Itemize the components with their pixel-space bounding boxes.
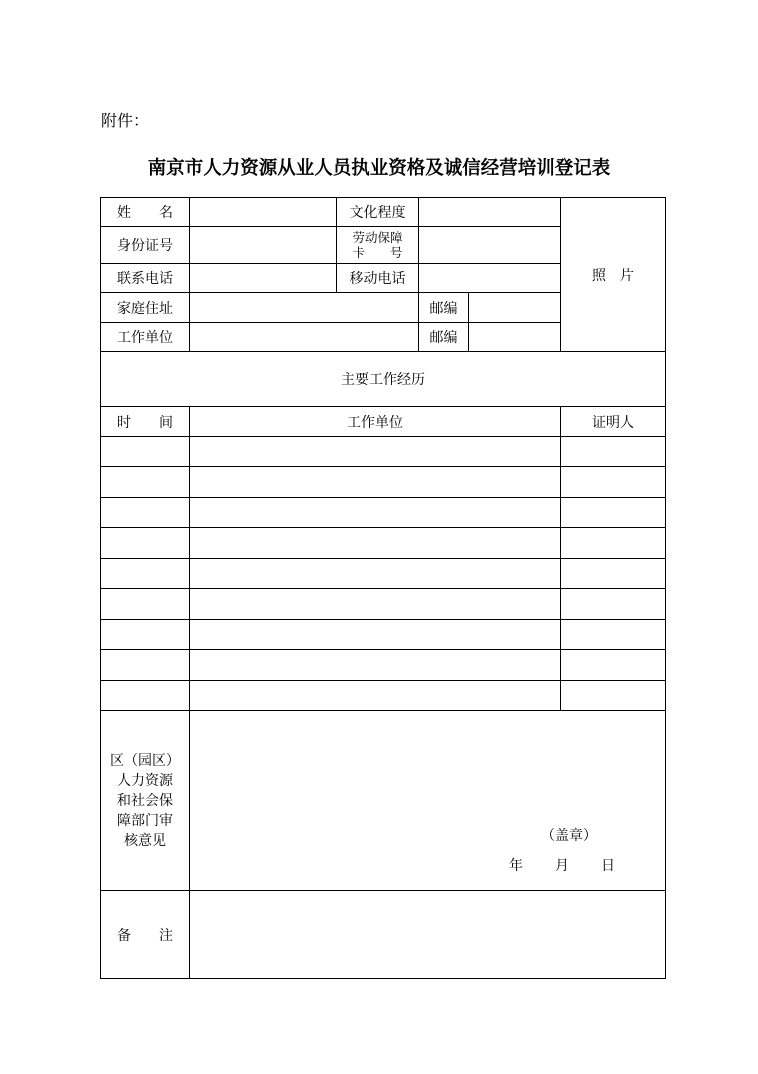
- col-unit-header: 工作单位: [347, 414, 403, 431]
- review-line3: 和社会保: [117, 793, 173, 809]
- col-line: [189, 406, 190, 710]
- experience-section-title: 主要工作经历: [341, 372, 425, 388]
- review-line5: 核意见: [124, 833, 166, 849]
- work-postcode-field[interactable]: [469, 323, 560, 351]
- education-label: 文化程度: [349, 205, 406, 221]
- postcode-label-2: 邮编: [429, 330, 458, 346]
- table-row: [100, 558, 666, 559]
- name-label: 姓 名: [117, 205, 173, 221]
- review-label: [101, 711, 189, 891]
- table-row: [100, 588, 666, 589]
- registration-form: [100, 197, 666, 979]
- education-field[interactable]: [419, 198, 560, 226]
- photo-box[interactable]: 照 片: [592, 267, 634, 284]
- review-line2: 人力资源: [117, 773, 173, 789]
- review-line1: 区（园区）: [110, 753, 180, 769]
- seal-text: （盖章）: [541, 828, 597, 844]
- address-field[interactable]: [190, 293, 418, 322]
- col-time-header: 时 间: [117, 414, 173, 431]
- day-label: 日: [601, 858, 615, 874]
- remarks-label: 备 注: [117, 927, 173, 944]
- postcode-label: 邮编: [429, 300, 458, 317]
- table-row: [100, 466, 666, 467]
- labor-card-field[interactable]: [419, 227, 560, 263]
- mobile-field[interactable]: [419, 264, 560, 292]
- review-opinion-field[interactable]: [190, 711, 665, 890]
- id-number-label: 身份证号: [117, 238, 173, 254]
- phone-field[interactable]: [190, 264, 336, 292]
- table-row: [100, 649, 666, 650]
- work-unit-label: 工作单位: [117, 330, 173, 346]
- review-line4: 障部门审: [117, 813, 173, 829]
- attachment-label: 附件：: [101, 111, 150, 130]
- labor-card-line2: 卡 号: [352, 245, 403, 260]
- labor-card-label: [337, 227, 418, 263]
- address-label: 家庭住址: [117, 300, 173, 317]
- address-postcode-field[interactable]: [469, 293, 560, 322]
- row-line: [100, 436, 666, 437]
- mobile-label: 移动电话: [349, 271, 406, 287]
- id-number-field[interactable]: [190, 227, 336, 263]
- remarks-field[interactable]: [190, 891, 665, 978]
- table-row: [100, 619, 666, 620]
- form-title: 南京市人力资源从业人员执业资格及诚信经营培训登记表: [147, 158, 611, 179]
- phone-label: 联系电话: [117, 271, 173, 287]
- table-row: [100, 680, 666, 681]
- labor-card-line1: 劳动保障: [352, 230, 403, 245]
- table-row: [100, 497, 666, 498]
- border-bottom: [100, 978, 666, 979]
- work-unit-field[interactable]: [190, 323, 418, 351]
- col-witness-header: 证明人: [592, 414, 634, 431]
- name-field[interactable]: [190, 198, 336, 226]
- table-row: [100, 527, 666, 528]
- month-label: 月: [555, 858, 569, 874]
- col-line: [560, 406, 561, 710]
- year-label: 年: [509, 858, 523, 874]
